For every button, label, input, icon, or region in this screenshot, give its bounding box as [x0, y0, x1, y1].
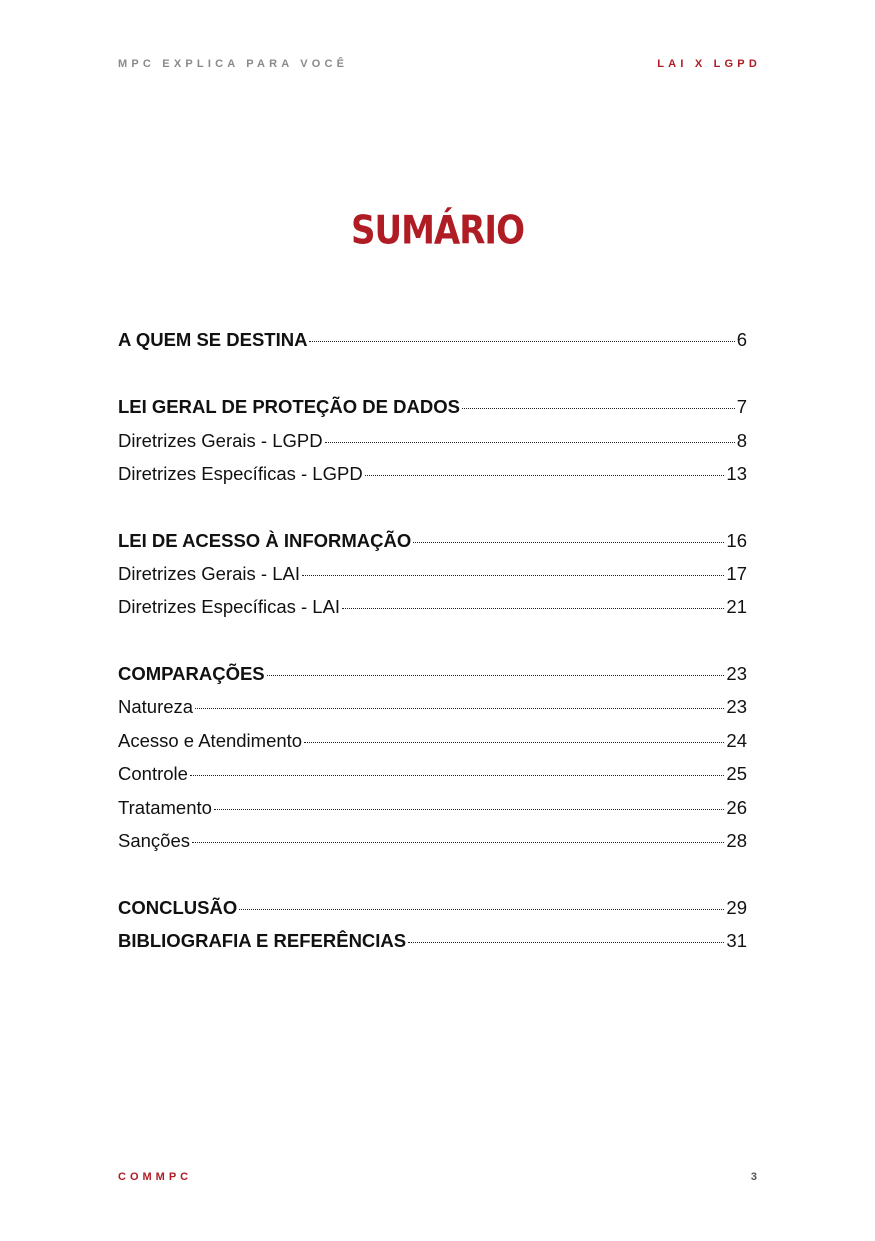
- toc-entry-page: 29: [726, 897, 747, 918]
- toc-entry-label: Diretrizes Específicas - LGPD: [118, 463, 363, 484]
- dot-leader: [325, 442, 735, 443]
- toc-entry-page: 13: [726, 463, 747, 484]
- toc-entry-controle[interactable]: [118, 762, 747, 786]
- toc-entry-label: CONCLUSÃO: [118, 897, 238, 918]
- dot-leader: [309, 341, 734, 342]
- toc-entry-comparacoes[interactable]: [118, 662, 747, 686]
- toc-entry-diretrizes-gerais-lgpd[interactable]: [118, 429, 747, 453]
- dot-leader: [239, 909, 724, 910]
- dot-leader: [304, 742, 724, 743]
- footer-brand: COMMPC: [118, 1171, 193, 1183]
- toc-entry-page: 7: [736, 396, 747, 417]
- toc-entry-page: 24: [726, 730, 747, 751]
- toc-entry-a-quem-se-destina[interactable]: [118, 328, 747, 352]
- toc-entry-label: Sanções: [118, 830, 190, 851]
- toc-entry-page: 8: [736, 430, 747, 451]
- toc-entry-label: A QUEM SE DESTINA: [118, 329, 308, 350]
- dot-leader: [302, 575, 724, 576]
- toc-entry-label: BIBLIOGRAFIA E REFERÊNCIAS: [118, 930, 407, 951]
- toc-entry-page: 31: [726, 930, 747, 951]
- footer-page-number: 3: [750, 1171, 757, 1183]
- toc-entry-label: Diretrizes Gerais - LGPD: [118, 430, 323, 451]
- toc-entry-tratamento[interactable]: [118, 796, 747, 820]
- toc-entry-page: 17: [726, 563, 747, 584]
- toc-entry-bibliografia[interactable]: [118, 929, 747, 953]
- toc-entry-lgpd[interactable]: [118, 395, 747, 419]
- header-document-title: LAI X LGPD: [657, 58, 761, 70]
- dot-leader: [365, 475, 725, 476]
- toc-entry-sancoes[interactable]: [118, 829, 747, 853]
- toc-entry-diretrizes-especificas-lai[interactable]: [118, 595, 747, 619]
- toc-entry-label: Diretrizes Gerais - LAI: [118, 563, 300, 584]
- dot-leader: [190, 775, 724, 776]
- toc-entry-page: 23: [726, 663, 747, 684]
- toc-entry-label: Tratamento: [118, 797, 212, 818]
- toc-entry-label: LEI DE ACESSO À INFORMAÇÃO: [118, 530, 412, 551]
- toc-entry-page: 16: [726, 530, 747, 551]
- dot-leader: [214, 809, 725, 810]
- page-title: SUMÁRIO: [351, 208, 524, 254]
- toc-entry-page: 25: [726, 763, 747, 784]
- dot-leader: [342, 608, 724, 609]
- toc-entry-label: COMPARAÇÕES: [118, 663, 265, 684]
- dot-leader: [413, 542, 724, 543]
- toc-entry-label: Controle: [118, 763, 188, 784]
- toc-entry-page: 21: [726, 596, 747, 617]
- toc-entry-label: Acesso e Atendimento: [118, 730, 303, 751]
- dot-leader: [195, 708, 724, 709]
- toc-entry-page: 28: [726, 830, 747, 851]
- dot-leader: [267, 675, 725, 676]
- toc-entry-label: LEI GERAL DE PROTEÇÃO DE DADOS: [118, 396, 460, 417]
- toc-entry-natureza[interactable]: [118, 695, 747, 719]
- dot-leader: [462, 408, 735, 409]
- dot-leader: [192, 842, 724, 843]
- toc-entry-conclusao[interactable]: [118, 896, 747, 920]
- toc-entry-acesso-e-atendimento[interactable]: [118, 729, 747, 753]
- toc-entry-page: 23: [726, 696, 747, 717]
- toc-entry-label: Diretrizes Específicas - LAI: [118, 596, 341, 617]
- dot-leader: [408, 942, 724, 943]
- toc-entry-page: 6: [736, 329, 747, 350]
- toc-entry-lai[interactable]: [118, 529, 747, 553]
- toc-entry-page: 26: [726, 797, 747, 818]
- header-series-title: MPC EXPLICA PARA VOCÊ: [118, 58, 349, 70]
- toc-entry-diretrizes-especificas-lgpd[interactable]: [118, 462, 747, 486]
- toc-entry-label: Natureza: [118, 696, 194, 717]
- toc-entry-diretrizes-gerais-lai[interactable]: [118, 562, 747, 586]
